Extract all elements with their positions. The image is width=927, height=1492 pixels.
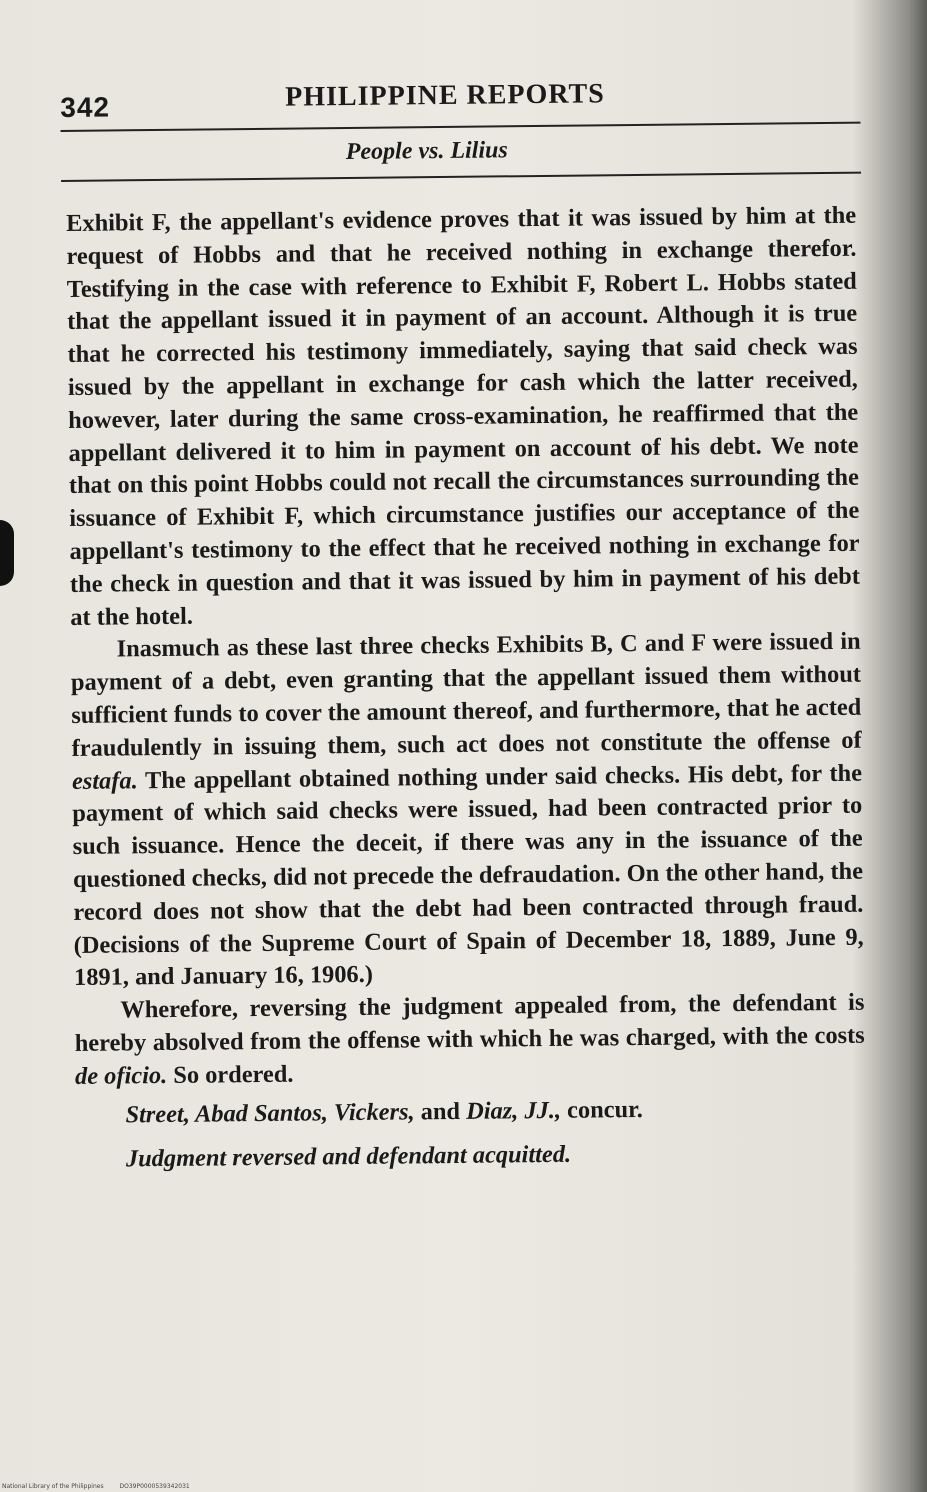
- concurring-justice-last: Diaz, JJ.,: [465, 1096, 562, 1125]
- paragraph-2: [70, 626, 864, 995]
- scan-code: DO39P0000539342031: [119, 1483, 190, 1490]
- paragraph-1: Exhibit F, the appellant's evidence proves that it was issued by him at the request of Hobbs and that he received nothing in exchange therefor. Testifying in the case with reference to Exhibit F, Robert L. Hobbs stated that the appellant issued it in payment of an account. Although it is true that he corrected his testimony immediately, saying that said check was issued by the appellant in exchange for cash which the latter received, however, later during the same cross-examination, he reaffirmed that the appellant delivered it to him in payment on account of his debt. We note that on this point Hobbs could not recall the circumstances surrounding the issuance of Exhibit F, which circumstance justifies our acceptance of the appellant's testimony to the effect that he received nothing in exchange for the check in question and that it was issued by him in payment of his debt at the hotel.: [66, 201, 861, 631]
- concurrence-line: [75, 1091, 865, 1132]
- paragraph-3-italic: de oficio.: [74, 1061, 168, 1090]
- body-text: [66, 200, 866, 1177]
- concurring-justices: Street, Abad Santos, Vickers,: [125, 1097, 415, 1128]
- paragraph-3-text-b: So ordered.: [167, 1060, 294, 1089]
- paragraph-3: [74, 987, 865, 1094]
- page-header: [60, 72, 860, 166]
- running-title: PHILIPPINE REPORTS: [285, 78, 605, 113]
- binding-edge-mark: [0, 520, 14, 586]
- concurrence-tail: concur.: [560, 1095, 643, 1124]
- page-number: 342: [60, 91, 111, 123]
- header-rule-bottom: [61, 172, 861, 182]
- judgment-line: Judgment reversed and defendant acquitted.: [125, 1141, 572, 1173]
- concurrence-and: and: [414, 1097, 467, 1125]
- header-rule-top: [61, 122, 861, 132]
- library-credit: National Library of the Philippines: [2, 1483, 104, 1490]
- paragraph-2-text-a: Inasmuch as these last three checks Exhibits B, C and F were issued in payment of a debt, even granting that the appellant issued them without sufficient funds to cover the amount thereof, and furthermore, that he acted fraudulently in issuing them, such act does not constitute the offense of: [70, 628, 862, 762]
- paragraph-3-text-a: Wherefore, reversing the judgment appealed from, the defendant is hereby absolved from the offense with which he was charged, with the costs: [74, 988, 865, 1057]
- paragraph-2-italic: estafa.: [71, 766, 138, 795]
- case-title: People vs. Lilius: [345, 137, 508, 166]
- scan-credit: [2, 1483, 204, 1490]
- paragraph-2-text-b: The appellant obtained nothing under said checks. His debt, for the payment of which said checks were issued, had been contracted prior to such issuance. Hence the deceit, if there was any in the issuance of the questioned checks, did not precede the defraudation. On the other hand, the record does not show that the debt had been contracted through fraud. (Decisions of the Supreme Court of Spain of December 18, 1889, June 9, 1891, and January 16, 1906.): [72, 759, 864, 992]
